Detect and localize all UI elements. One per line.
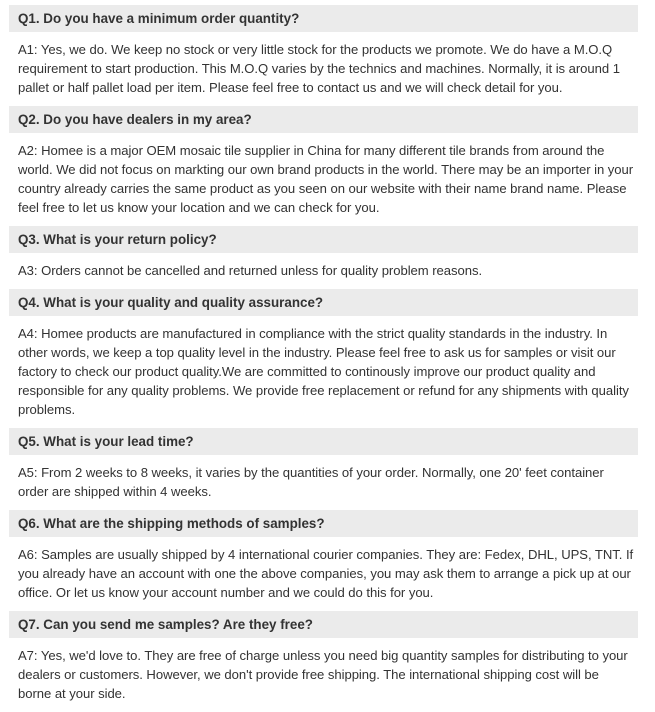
faq-item-7 [9,611,638,712]
faq-item-6 [9,510,638,611]
faq-answer-4: A4: Homee products are manufactured in compliance with the strict quality standards in the industry. In other words, we keep a top quality level in the industry. Please feel free to ask us for samples or visit our factory to check our product quality.We are committed to continously improve our product quality and responsible for any quality problems. We provide free replacement or refund for any shipments with quality problems. [18,326,629,417]
faq-answer-2: A2: Homee is a major OEM mosaic tile supplier in China for many different tile brands from around the world. We did not focus on markting our own brand products in the world. There may be an importer in your country already carries the same product as you seen on our website with their name brand name. Please feel free to let us know your location and we can check for you. [18,143,634,215]
faq-item-5 [9,428,638,510]
faq-question-3: Q3. What is your return policy? [9,226,638,253]
faq-answer-3: A3: Orders cannot be cancelled and returned unless for quality problem reasons. [18,263,483,278]
faq-answer-5: A5: From 2 weeks to 8 weeks, it varies by the quantities of your order. Normally, one 20' feet container order are shipped within 4 weeks. [18,465,604,499]
faq-question-6: Q6. What are the shipping methods of samples? [9,510,638,537]
faq-item-2 [9,106,638,226]
faq-question-5: Q5. What is your lead time? [9,428,638,455]
faq-answer-1: A1: Yes, we do. We keep no stock or very little stock for the products we promote. We do have a M.O.Q requirement to start production. This M.O.Q varies by the technics and machines. Normally, it is around 1 pallet or half pallet load per item. Please feel free to contact us and we will check detail for you. [18,42,620,95]
faq-answer-6: A6: Samples are usually shipped by 4 international courier companies. They are: Fedex, DHL, UPS, TNT. If you already have an account with one the above companies, you may ask them to arrange a pick up at our office. Or let us know your account number and we could do this for you. [18,547,634,600]
faq-answer-7: A7: Yes, we'd love to. They are free of charge unless you need big quantity samples for distributing to your dealers or customers. However, we don't provide free shipping. The international shipping cost will be borne at your side. [18,648,628,701]
faq-question-4: Q4. What is your quality and quality assurance? [9,289,638,316]
faq-item-4 [9,289,638,428]
faq-question-2: Q2. Do you have dealers in my area? [9,106,638,133]
faq-item-3 [9,226,638,289]
faq-question-7: Q7. Can you send me samples? Are they free? [9,611,638,638]
faq-question-1: Q1. Do you have a minimum order quantity? [9,5,638,32]
faq-item-1 [9,5,638,106]
